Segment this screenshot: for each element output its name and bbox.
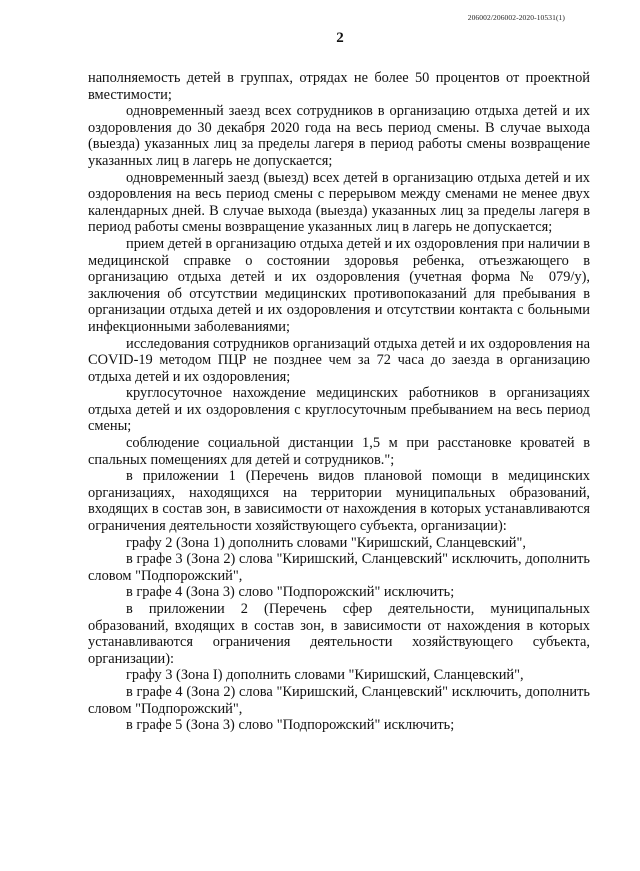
paragraph-7: соблюдение социальной дистанции 1,5 м при расстановке кроватей в спальных помещениях для детей и сотрудников.";	[88, 435, 590, 468]
paragraph-8: в приложении 1 (Перечень видов плановой помощи в медицинских организациях, находящихся на территории муниципальных образований, входящих в состав зон, в зависимости от нахождения в которых устанавливаются ограничения деятельности хозяйствующего субъекта, организации):	[88, 468, 590, 535]
paragraph-4: прием детей в организацию отдыха детей и их оздоровления при наличии в медицинской справке о состоянии здоровья ребенка, отъезжающего в организацию отдыха детей и их оздоровления (учетная форма № 079/у), заключения об отсутствии медицинских противопоказаний для пребывания в организации отдыха детей и их оздоровления и отсутствии контакта с больными инфекционными заболеваниями;	[88, 235, 590, 335]
paragraph-3: одновременный заезд (выезд) всех детей в организацию отдыха детей и их оздоровления на весь период смены с перерывом между сменами не менее двух календарных дней. В случае выхода (выезда) указанных лиц за пределы лагеря в период работы смены возвращение указанных лиц в лагерь не допускается;	[88, 169, 590, 236]
page-number: 2	[336, 30, 344, 46]
paragraph-15: в графе 5 (Зона 3) слово "Подпорожский" исключить;	[126, 717, 455, 734]
paragraph-11: в графе 4 (Зона 3) слово "Подпорожский" исключить;	[126, 584, 455, 601]
document-body	[88, 70, 590, 734]
paragraph-9: графу 2 (Зона 1) дополнить словами "Киришский, Сланцевский",	[126, 534, 526, 551]
paragraph-5: исследования сотрудников организаций отдыха детей и их оздоровления на COVID-19 методом ПЦР не позднее чем за 72 часа до заезда в организацию отдыха детей и их оздоровления;	[88, 335, 590, 385]
paragraph-2: одновременный заезд всех сотрудников в организацию отдыха детей и их оздоровления до 30 декабря 2020 года на весь период смены. В случае выхода (выезда) указанных лиц за пределы лагеря в период работы смены возвращение указанных лиц в лагерь не допускается;	[88, 103, 590, 169]
paragraph-10: в графе 3 (Зона 2) слова "Киришский, Сланцевский" исключить, дополнить словом "Подпорожский",	[88, 551, 590, 584]
paragraph-14: в графе 4 (Зона 2) слова "Киришский, Сланцевский" исключить, дополнить словом "Подпорожский",	[88, 683, 590, 717]
paragraph-1: наполняемость детей в группах, отрядах не более 50 процентов от проектной вместимости;	[88, 70, 590, 103]
paragraph-12: в приложении 2 (Перечень сфер деятельности, муниципальных образований, входящих в состав зон, в зависимости от нахождения в которых устанавливаются ограничения деятельности хозяйствующего субъекта, организации):	[88, 601, 590, 667]
document-id: 206002/206002-2020-10531(1)	[467, 13, 565, 22]
paragraph-13: графу 3 (Зона I) дополнить словами "Киришский, Сланцевский",	[126, 667, 524, 684]
paragraph-6: круглосуточное нахождение медицинских работников в организациях отдыха детей и их оздоровления с круглосуточным пребыванием на весь период смены;	[88, 385, 590, 435]
